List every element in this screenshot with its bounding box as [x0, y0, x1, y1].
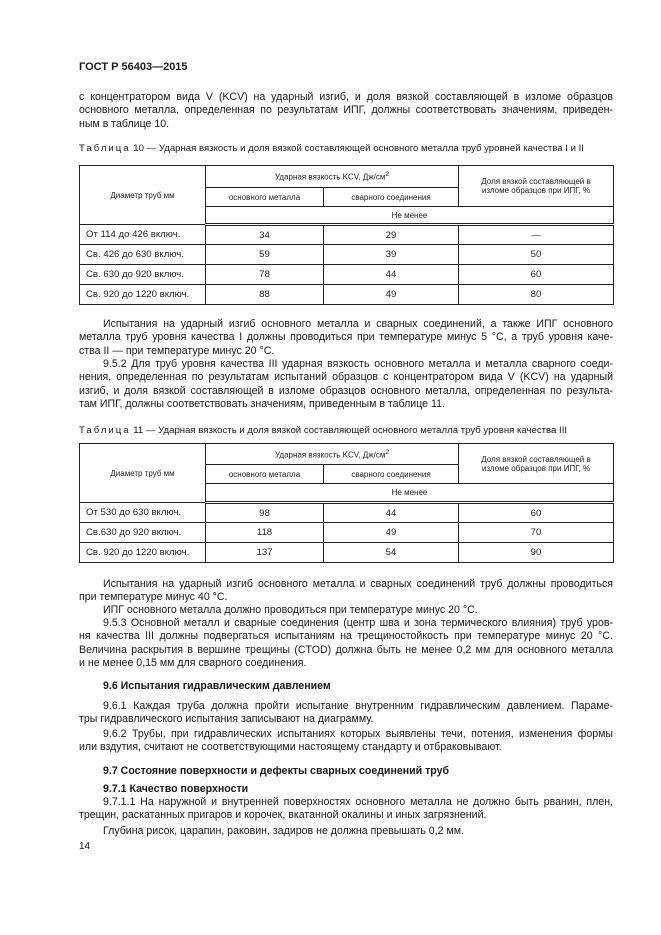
table-cell: Св. 920 до 1220 включ. — [80, 285, 206, 305]
table-row — [80, 245, 614, 265]
table-cell: От 114 до 426 включ. — [80, 225, 206, 245]
text-line: Величина раскрытия в вершине трещины (CTOD) должна быть не менее 0,2 мм для основного металла — [79, 643, 613, 656]
header-min: Не менее — [206, 207, 614, 225]
table-row — [80, 265, 614, 285]
text-line: основного металла, определенная по результатам ИПГ, должны соответствовать значениям, приведен- — [79, 104, 613, 117]
caption-prefix: Таблица — [79, 143, 131, 154]
table-cell: Св.630 до 920 включ. — [80, 523, 206, 543]
paragraph — [79, 91, 613, 131]
text-line: ства II — при температуре минус 20 °С. — [79, 344, 275, 357]
paragraph — [79, 318, 613, 358]
section-heading — [79, 765, 613, 778]
table-cell: 49 — [324, 523, 459, 543]
header-base-metal: основного металла — [206, 188, 324, 207]
table-cell: 29 — [324, 225, 459, 245]
text-line: ИПГ основного металла должно проводиться при температуре минус 20 °С. — [103, 604, 478, 616]
header-weld: сварного соединения — [324, 465, 459, 484]
text-line: или вздутия, считают не соответствующими настоящему стандарту и отбраковывают. — [79, 741, 502, 754]
paragraph — [79, 604, 613, 617]
text-line: там ИПГ, должны соответствовать значениям, приведенным в таблице 11. — [79, 398, 445, 411]
table-cell: 60 — [459, 503, 614, 523]
table-cell: Св. 920 до 1220 включ. — [80, 543, 206, 563]
caption-text: 11 — Ударная вязкость и доля вязкой составляющей основного металла труб уровня качества III — [130, 425, 568, 436]
table-cell: Св. 426 до 630 включ. — [80, 245, 206, 265]
text-line: и не менее 0,15 мм для сварного соединения. — [79, 657, 307, 670]
text-line: Испытания на ударный изгиб основного металла и сварных соединений, а также ИПГ основного — [103, 318, 613, 330]
header-min: Не менее — [206, 484, 614, 503]
table-caption — [79, 143, 584, 154]
table-cell: Св. 630 до 920 включ. — [80, 265, 206, 285]
section-heading — [79, 783, 613, 796]
text-line: 9.7.1 Качество поверхности — [103, 783, 249, 795]
header-weld: сварного соединения — [324, 188, 459, 207]
text-line: 9.6.2 Трубы, при гидравлических испытаниях которых выявлены течи, потения, изменения формы — [103, 728, 613, 740]
table-cell: 80 — [459, 285, 614, 305]
header-kcv — [206, 444, 459, 465]
text-line: ным в таблице 10. — [79, 117, 170, 130]
text-line: 9.7 Состояние поверхности и дефекты сварных соединений труб — [103, 765, 450, 777]
header-share: Доля вязкой составляющей в изломе образцов при ИПГ, % — [459, 166, 614, 207]
paragraph — [79, 578, 613, 605]
table-row — [80, 285, 614, 305]
text-line: трещин, раскатанных пригаров и корочек, вкатанной окалины и иных загрязнений. — [79, 809, 487, 822]
table-cell: 44 — [324, 265, 459, 285]
header-diameter: Диаметр труб мм — [80, 166, 206, 225]
table-cell: 137 — [206, 543, 324, 563]
table-row — [80, 503, 614, 523]
header-kcv-sup: 2 — [385, 171, 390, 179]
text-line: Испытания на ударный изгиб основного металла и сварных соединений труб должны проводиться — [103, 578, 613, 590]
table-row — [80, 225, 614, 245]
table-cell: 98 — [206, 503, 324, 523]
paragraph — [79, 825, 613, 838]
table-cell: 49 — [324, 285, 459, 305]
table-cell: 118 — [206, 523, 324, 543]
text-line: при температуре минус 40 °С. — [79, 591, 228, 604]
header-kcv — [206, 166, 459, 188]
paragraph — [79, 796, 613, 823]
paragraph — [79, 700, 613, 727]
table-cell: 70 — [459, 523, 614, 543]
paragraph — [79, 358, 613, 412]
text-line: тры гидравлического испытания записывают на диаграмму. — [79, 713, 374, 726]
table-cell: 88 — [206, 285, 324, 305]
text-line: Глубина рисок, царапин, раковин, задиров не должна превышать 0,2 мм. — [103, 825, 464, 837]
table-cell: 44 — [324, 503, 459, 523]
table-cell: 59 — [206, 245, 324, 265]
table-cell: 90 — [459, 543, 614, 563]
text-line: 9.5.3 Основной металл и сварные соединения (центр шва и зона термического влияния) труб уров- — [103, 617, 613, 629]
table-cell: — — [459, 225, 614, 245]
text-line: металла труб уровня качества I должны проводиться при температуре минус 5 °С, а труб уровня каче- — [79, 331, 613, 344]
section-heading — [79, 680, 613, 693]
header-diameter: Диаметр труб мм — [80, 444, 206, 503]
text-line: 9.6.1 Каждая труба должна пройти испытание внутренним гидравлическим давлением. Параме- — [103, 700, 613, 712]
table-cell: 34 — [206, 225, 324, 245]
table-cell: 78 — [206, 265, 324, 285]
header-share: Доля вязкой составляющей в изломе образцов при ИПГ, % — [459, 444, 614, 484]
data-table — [79, 443, 614, 563]
table-row — [80, 543, 614, 563]
table-row — [80, 523, 614, 543]
text-line: 9.7.1.1 На наружной и внутренней поверхностях основного металла не должно быть рванин, плен, — [103, 796, 613, 808]
table-cell: 39 — [324, 245, 459, 265]
text-line: нения, определенная по результатам испытаний образцов с концентратором вида V (KCV) на ударный — [79, 371, 613, 384]
text-line: изгиб, и доля вязкой составляющей в изломе образцов основного металла, определенная по результа- — [79, 384, 613, 397]
paragraph — [79, 728, 613, 755]
header-kcv-text: Ударная вязкость KCV, Дж/см — [274, 450, 386, 460]
text-line: 9.5.2 Для труб уровня качества III ударная вязкость основного металла и металла сварного соеди- — [103, 358, 613, 370]
paragraph — [79, 617, 613, 671]
document-header: ГОСТ Р 56403—2015 — [79, 61, 188, 73]
header-kcv-text: Ударная вязкость KCV, Дж/см — [274, 172, 386, 182]
data-table — [79, 165, 614, 305]
header-base-metal: основного металла — [206, 465, 324, 484]
caption-text: 10 — Ударная вязкость и доля вязкой составляющей основного металла труб уровней качества I и II — [130, 143, 584, 154]
table-cell: 60 — [459, 265, 614, 285]
table-caption — [79, 425, 567, 436]
table-cell: 54 — [324, 543, 459, 563]
caption-prefix: Таблица — [79, 425, 131, 436]
table-cell: От 530 до 630 включ. — [80, 503, 206, 523]
text-line: 9.6 Испытания гидравлическим давлением — [103, 680, 331, 692]
text-line: с концентратором вида V (KCV) на ударный изгиб, и доля вязкой составляющей в изломе образцов — [79, 91, 613, 103]
table-cell: 50 — [459, 245, 614, 265]
header-kcv-sup: 2 — [385, 448, 390, 456]
text-line: ня качества III должны подвергаться испытаниям на трещиностойкость при температуре минус 20 °С. — [79, 630, 613, 643]
page-number: 14 — [79, 841, 91, 852]
